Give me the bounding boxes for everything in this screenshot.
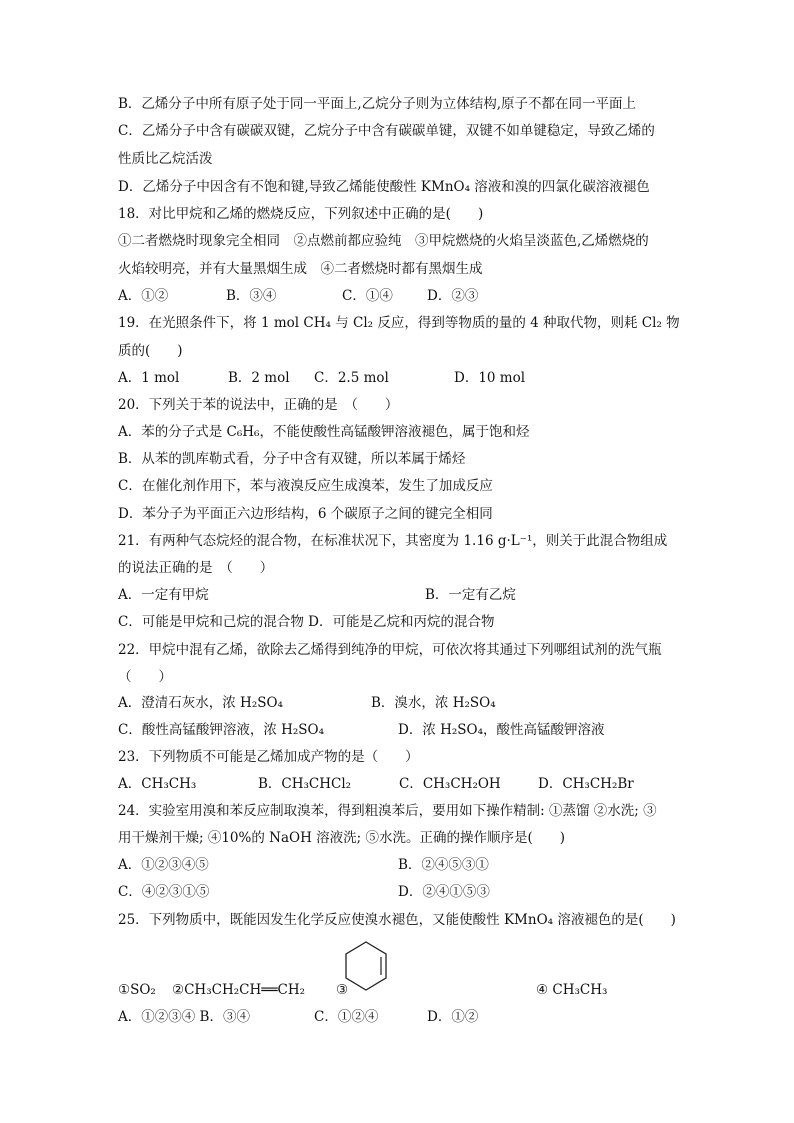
q22-stem-line2: （ ） — [118, 669, 172, 685]
q23-stem: 23．下列物质不可能是乙烯加成产物的是（ ） — [118, 749, 419, 765]
q23-option-b: B．CH₃CHCl₂ — [258, 776, 352, 792]
benzene-ring-icon — [342, 940, 390, 992]
q24-option-b: B．②④⑤③① — [398, 857, 489, 873]
q20-option-b: B．从苯的凯库勒式看，分子中含有双键，所以苯属于烯烃 — [118, 451, 466, 467]
q18-option-b: B．③④ — [226, 288, 277, 304]
q21-options-cd: C．可能是甲烷和己烷的混合物 D．可能是乙烷和丙烷的混合物 — [118, 614, 495, 630]
q22-stem-line1: 22．甲烷中混有乙烯，欲除去乙烯得到纯净的甲烷，可依次将其通过下列哪组试剂的洗气瓶 — [118, 642, 662, 658]
q18-statements-line1: ①二者燃烧时现象完全相同 ②点燃前都应验纯 ③甲烷燃烧的火焰呈淡蓝色,乙烯燃烧的 — [118, 233, 649, 249]
q25-option-d: D．①② — [427, 1009, 479, 1025]
q19-stem-line2: 质的( ) — [118, 343, 183, 359]
q24-option-d: D．②④①⑤③ — [398, 884, 490, 900]
q23-option-a: A．CH₃CH₃ — [118, 776, 197, 792]
q18-stem: 18．对比甲烷和乙烯的燃烧反应，下列叙述中正确的是( ) — [118, 206, 484, 222]
q18-option-c: C．①④ — [342, 288, 393, 304]
q20-option-c: C．在催化剂作用下，苯与液溴反应生成溴苯，发生了加成反应 — [118, 478, 493, 494]
q17-option-c-line1: C．乙烯分子中含有碳碳双键，乙烷分子中含有碳碳单键，双键不如单键稳定，导致乙烯的 — [118, 123, 655, 139]
q23-option-c: C．CH₃CH₂OH — [399, 776, 501, 792]
q24-option-a: A．①②③④⑤ — [118, 857, 209, 873]
q22-option-d: D．浓 H₂SO₄，酸性高锰酸钾溶液 — [398, 722, 605, 738]
q25-item-4: ④ CH₃CH₃ — [536, 982, 608, 998]
q21-option-a: A．一定有甲烷 — [118, 587, 209, 603]
q22-option-c: C．酸性高锰酸钾溶液，浓 H₂SO₄ — [118, 722, 325, 738]
q23-option-d: D．CH₃CH₂Br — [538, 776, 634, 792]
q19-option-d: D．10 mol — [454, 370, 526, 386]
q25-option-c: C．①②④ — [314, 1009, 379, 1025]
q24-option-c: C．④②③①⑤ — [118, 884, 210, 900]
q22-option-b: B．溴水，浓 H₂SO₄ — [371, 695, 496, 711]
q25-item-1: ①SO₂ — [118, 982, 156, 998]
q22-option-a: A．澄清石灰水，浓 H₂SO₄ — [118, 695, 283, 711]
q25-item-2: ②CH₃CH₂CH══CH₂ — [172, 982, 306, 998]
q21-stem-line1: 21．有两种气态烷烃的混合物，在标准状况下，其密度为 1.16 g·L⁻¹，则关于此混合物组成 — [118, 533, 668, 549]
q20-option-d: D．苯分子为平面正六边形结构，6 个碳原子之间的键完全相同 — [118, 506, 493, 522]
q19-stem-line1: 19．在光照条件下，将 1 mol CH₄ 与 Cl₂ 反应，得到等物质的量的 4 种取代物，则耗 Cl₂ 物 — [118, 315, 680, 331]
q25-options-ab: A．①②③④ B．③④ — [118, 1009, 250, 1025]
q24-stem-line2: 用干燥剂干燥; ④10%的 NaOH 溶液洗; ⑤水洗。正确的操作顺序是( ) — [118, 830, 566, 846]
q18-option-a: A．①② — [118, 288, 169, 304]
q17-option-b: B．乙烯分子中所有原子处于同一平面上,乙烷分子则为立体结构,原子不都在同一平面上 — [118, 96, 637, 112]
q21-option-b: B．一定有乙烷 — [425, 587, 516, 603]
q19-option-a: A．1 mol — [118, 370, 180, 386]
q25-stem: 25．下列物质中，既能因发生化学反应使溴水褪色，又能使酸性 KMnO₄ 溶液褪色的是( ) — [118, 912, 676, 928]
q18-statements-line2: 火焰较明亮，并有大量黑烟生成 ④二者燃烧时都有黑烟生成 — [118, 261, 483, 277]
q25-item-3: ③ — [336, 982, 349, 998]
q20-stem: 20．下列关于苯的说法中，正确的是 （ ） — [118, 397, 399, 413]
q19-option-b: B．2 mol — [228, 370, 290, 386]
q18-option-d: D．②③ — [427, 288, 479, 304]
q19-option-c: C．2.5 mol — [314, 370, 389, 386]
q17-option-d: D．乙烯分子中因含有不饱和键,导致乙烯能使酸性 KMnO₄ 溶液和溴的四氯化碳溶液褪色 — [118, 179, 650, 195]
q24-stem-line1: 24．实验室用溴和苯反应制取溴苯，得到粗溴苯后，要用如下操作精制: ①蒸馏 ②水洗; ③ — [118, 803, 657, 819]
q21-stem-line2: 的说法正确的是 （ ） — [118, 560, 274, 576]
q20-option-a: A．苯的分子式是 C₆H₆，不能使酸性高锰酸钾溶液褪色，属于饱和烃 — [118, 424, 530, 440]
q17-option-c-line2: 性质比乙烷活泼 — [118, 151, 213, 167]
